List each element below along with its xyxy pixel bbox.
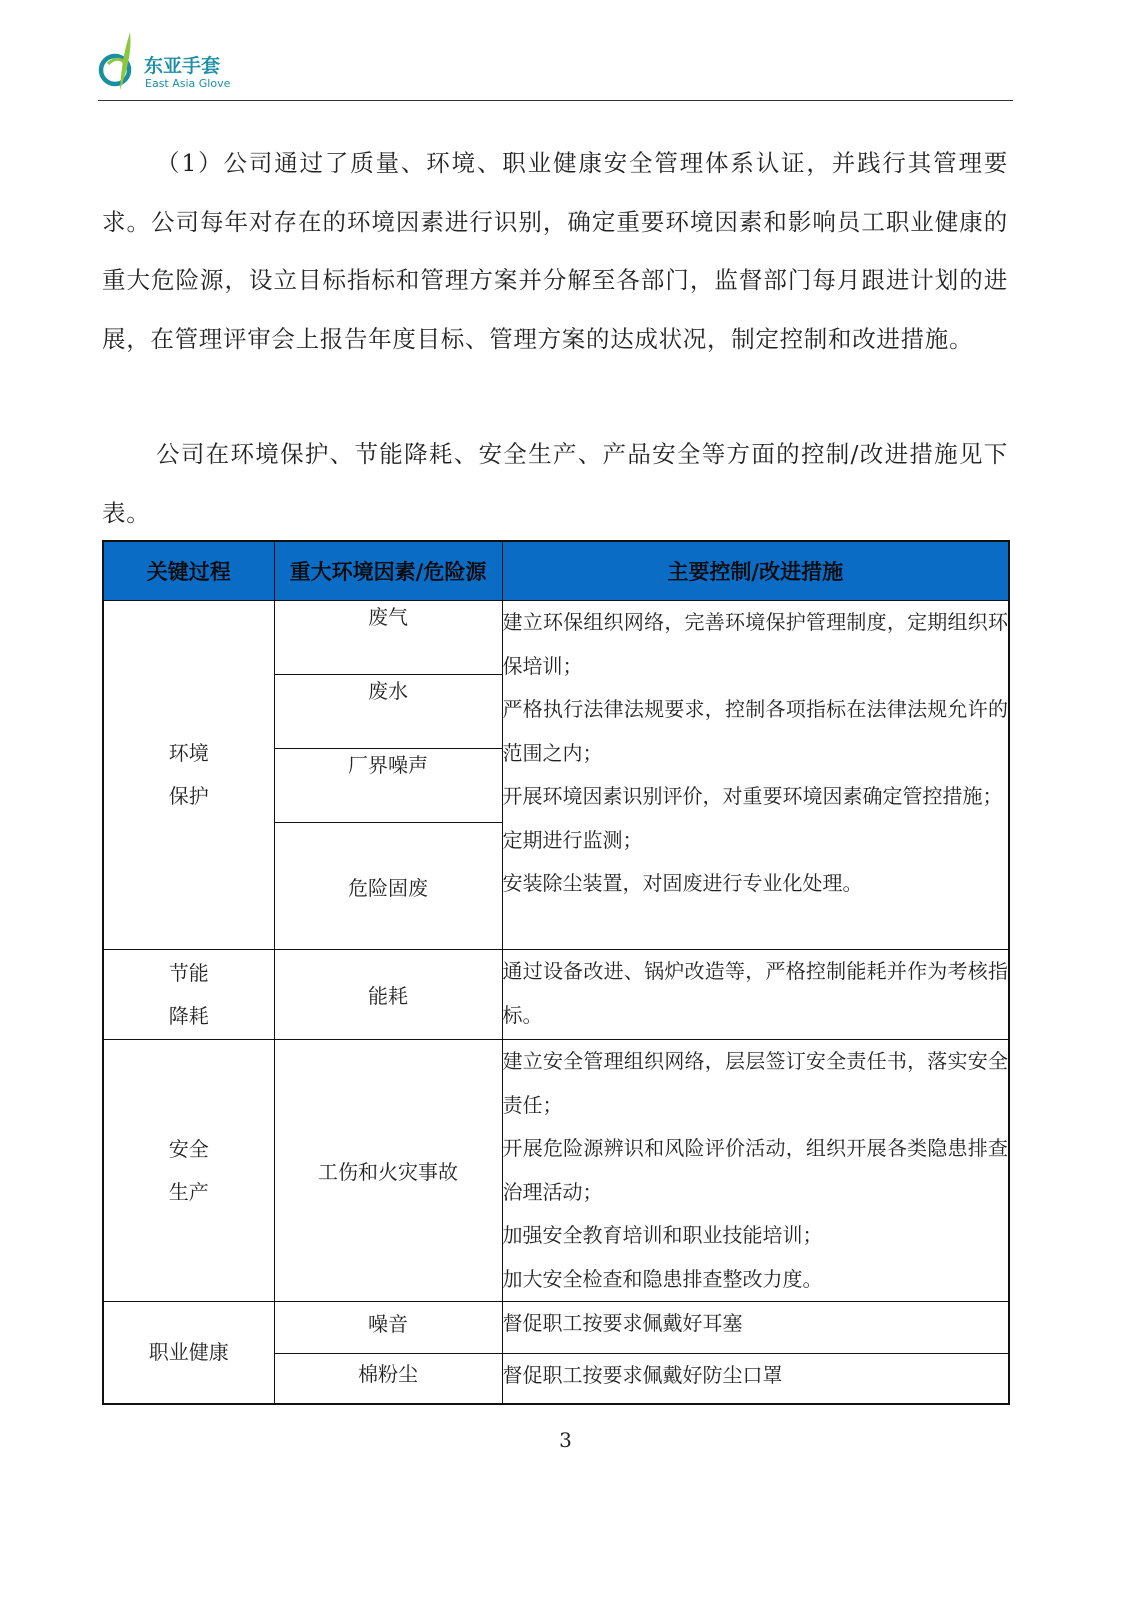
paragraph-table-intro: 公司在环境保护、节能降耗、安全生产、产品安全等方面的控制/改进措施见下表。 [102, 440, 1008, 527]
brand-name-cn: 东亚手套 [144, 55, 221, 77]
table-row [103, 1040, 1009, 1302]
table-header-row [103, 541, 1009, 601]
process-occupational-health: 职业健康 [103, 1302, 274, 1404]
page-header [98, 22, 1013, 102]
factor-noise: 噪音 [274, 1302, 502, 1354]
brand-name-en: East Asia Glove [145, 77, 231, 90]
process-energy-saving: 节能 降耗 [103, 950, 274, 1040]
factor-boundary-noise: 厂界噪声 [274, 749, 502, 823]
table-intro-paragraph [102, 425, 1008, 542]
east-asia-glove-logo [98, 28, 253, 98]
factor-injury-fire-accident: 工伤和火灾事故 [274, 1040, 502, 1302]
page-number: 3 [559, 1428, 572, 1452]
header-main-measures: 主要控制/改进措施 [502, 541, 1009, 601]
table-row [103, 601, 1009, 675]
table-row [103, 1302, 1009, 1354]
factor-hazardous-solid-waste: 危险固废 [274, 823, 502, 950]
header-rule [98, 100, 1013, 101]
measures-safety-production: 建立安全管理组织网络，层层签订安全责任书，落实安全责任； 开展危险源辨识和风险评价活动，组织开展各类隐患排查治理活动； 加强安全教育培训和职业技能培训； 加大安全检查和隐患排查整改力度。 [502, 1040, 1009, 1302]
process-environmental-protection: 环境 保护 [103, 601, 274, 950]
intro-paragraph [102, 134, 1008, 368]
header-key-process: 关键过程 [103, 541, 274, 601]
measures-environmental-protection: 建立环保组织网络，完善环境保护管理制度，定期组织环保培训； 严格执行法律法规要求，控制各项指标在法律法规允许的范围之内； 开展环境因素识别评价，对重要环境因素确定管控措施； 定期进行监测； 安装除尘装置，对固废进行专业化处理。 [502, 601, 1009, 950]
factor-waste-gas: 废气 [274, 601, 502, 675]
header-major-factor: 重大环境因素/危险源 [274, 541, 502, 601]
measures-energy-saving: 通过设备改进、锅炉改造等，严格控制能耗并作为考核指标。 [502, 950, 1009, 1040]
paragraph-certification: （1）公司通过了质量、环境、职业健康安全管理体系认证，并践行其管理要求。公司每年对存在的环境因素进行识别，确定重要环境因素和影响员工职业健康的重大危险源，设立目标指标和管理方案并分解至各部门，监督部门每月跟进计划的进展，在管理评审会上报告年度目标、管理方案的达成状况，制定控制和改进措施。 [102, 149, 1008, 353]
measure-ear-plugs: 督促职工按要求佩戴好耳塞 [502, 1302, 1009, 1354]
table-row [103, 950, 1009, 1040]
measure-dust-mask: 督促职工按要求佩戴好防尘口罩 [502, 1354, 1009, 1404]
control-measures-table [102, 540, 1010, 1405]
factor-energy-consumption: 能耗 [274, 950, 502, 1040]
process-safety-production: 安全 生产 [103, 1040, 274, 1302]
factor-cotton-dust: 棉粉尘 [274, 1354, 502, 1404]
factor-waste-water: 废水 [274, 675, 502, 749]
